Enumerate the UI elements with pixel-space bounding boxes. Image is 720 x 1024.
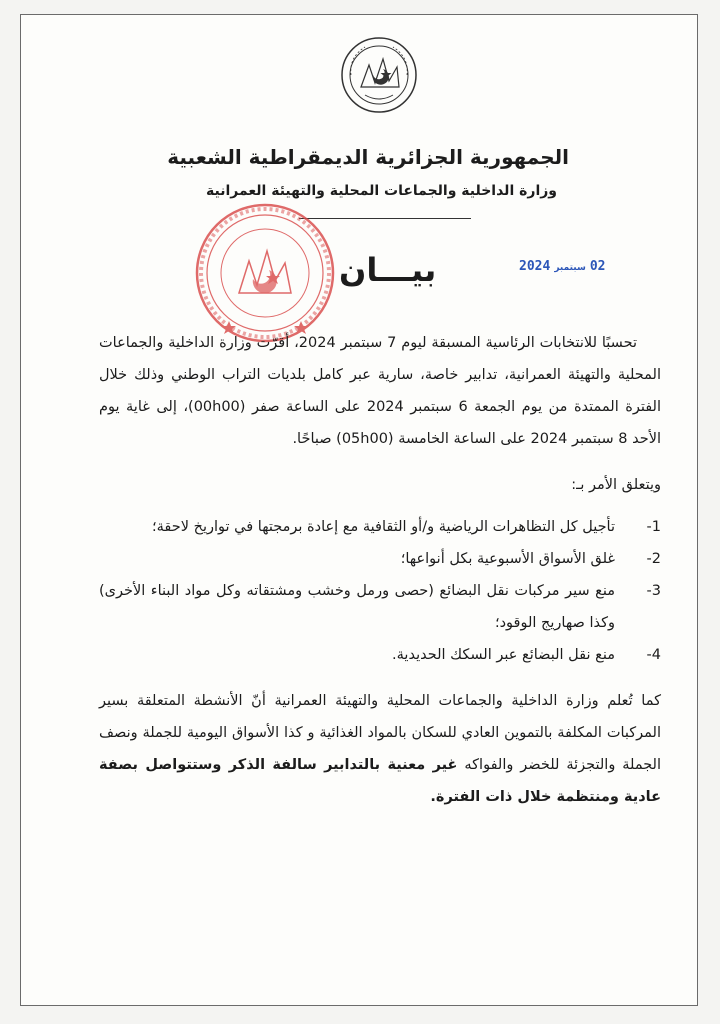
ministry-round-stamp-icon bbox=[193, 201, 337, 345]
list-item bbox=[99, 511, 661, 543]
date-stamp bbox=[519, 259, 605, 274]
list-item-text: غلق الأسواق الأسبوعية بكل أنواعها؛ bbox=[400, 551, 615, 567]
date-year: 2024 bbox=[519, 259, 551, 274]
list-item-text: منع نقل البضائع عبر السكك الحديدية. bbox=[392, 647, 615, 663]
list-item-text: تأجيل كل التظاهرات الرياضية و/أو الثقافية مع إعادة برمجتها في تواريخ لاحقة؛ bbox=[152, 519, 615, 535]
list-item-number: -1 bbox=[646, 519, 661, 535]
closing-paragraph bbox=[99, 685, 661, 813]
list-item-number: -4 bbox=[646, 647, 661, 663]
list-item bbox=[99, 639, 661, 671]
document-title: بيـــان bbox=[339, 251, 437, 289]
closing-plain-text: كما تُعلم وزارة الداخلية والجماعات المحلية والتهيئة العمرانية أنّ الأنشطة المتعلقة بسير المركبات المكلفة بالتموين العادي للسكان بالمواد الغذائية و كذا الأسواق اليومية للجملة ونصف الجملة والتجزئة للخضر والفواكه bbox=[99, 693, 662, 773]
intro-paragraph: تحسبًا للانتخابات الرئاسية المسبقة ليوم 7 سبتمبر 2024، أقرّت وزارة الداخلية والجماعات المحلية والتهيئة العمرانية، تدابير خاصة، سارية عبر كامل بلديات التراب الوطني وذلك خلال الفترة الممتدة من يوم الجمعة 6 سبتمبر 2024 على الساعة صفر (00h00)، إلى غاية يوم الأحد 8 سبتمبر 2024 على الساعة الخامسة (05h00) صباحًا. bbox=[99, 335, 661, 447]
algeria-seal-icon bbox=[339, 35, 419, 115]
concern-line: ويتعلق الأمر بـ: bbox=[571, 477, 661, 493]
list-item-number: -2 bbox=[646, 551, 661, 567]
republic-heading: الجمهورية الجزائرية الديمقراطية الشعبية bbox=[167, 145, 569, 169]
list-item bbox=[99, 575, 661, 639]
document-page bbox=[20, 14, 698, 1006]
measures-list bbox=[99, 511, 661, 671]
date-month: سبتمبر bbox=[554, 263, 586, 273]
list-item-number: -3 bbox=[646, 583, 661, 599]
list-item bbox=[99, 543, 661, 575]
document-body bbox=[99, 327, 661, 813]
list-item-text: منع سير مركبات نقل البضائع (حصى ورمل وخشب ومشتقاته وكل مواد البناء الأخرى) وكذا صهاريج الوقود؛ bbox=[99, 583, 615, 631]
closing-bold-text: غير معنية بالتدابير سالفة الذكر وستتواصل بصفة عادية ومنتظمة خلال ذات الفترة. bbox=[99, 757, 661, 805]
ministry-heading: وزارة الداخلية والجماعات المحلية والتهيئة العمرانية bbox=[206, 183, 557, 199]
date-day: 02 bbox=[589, 259, 606, 274]
